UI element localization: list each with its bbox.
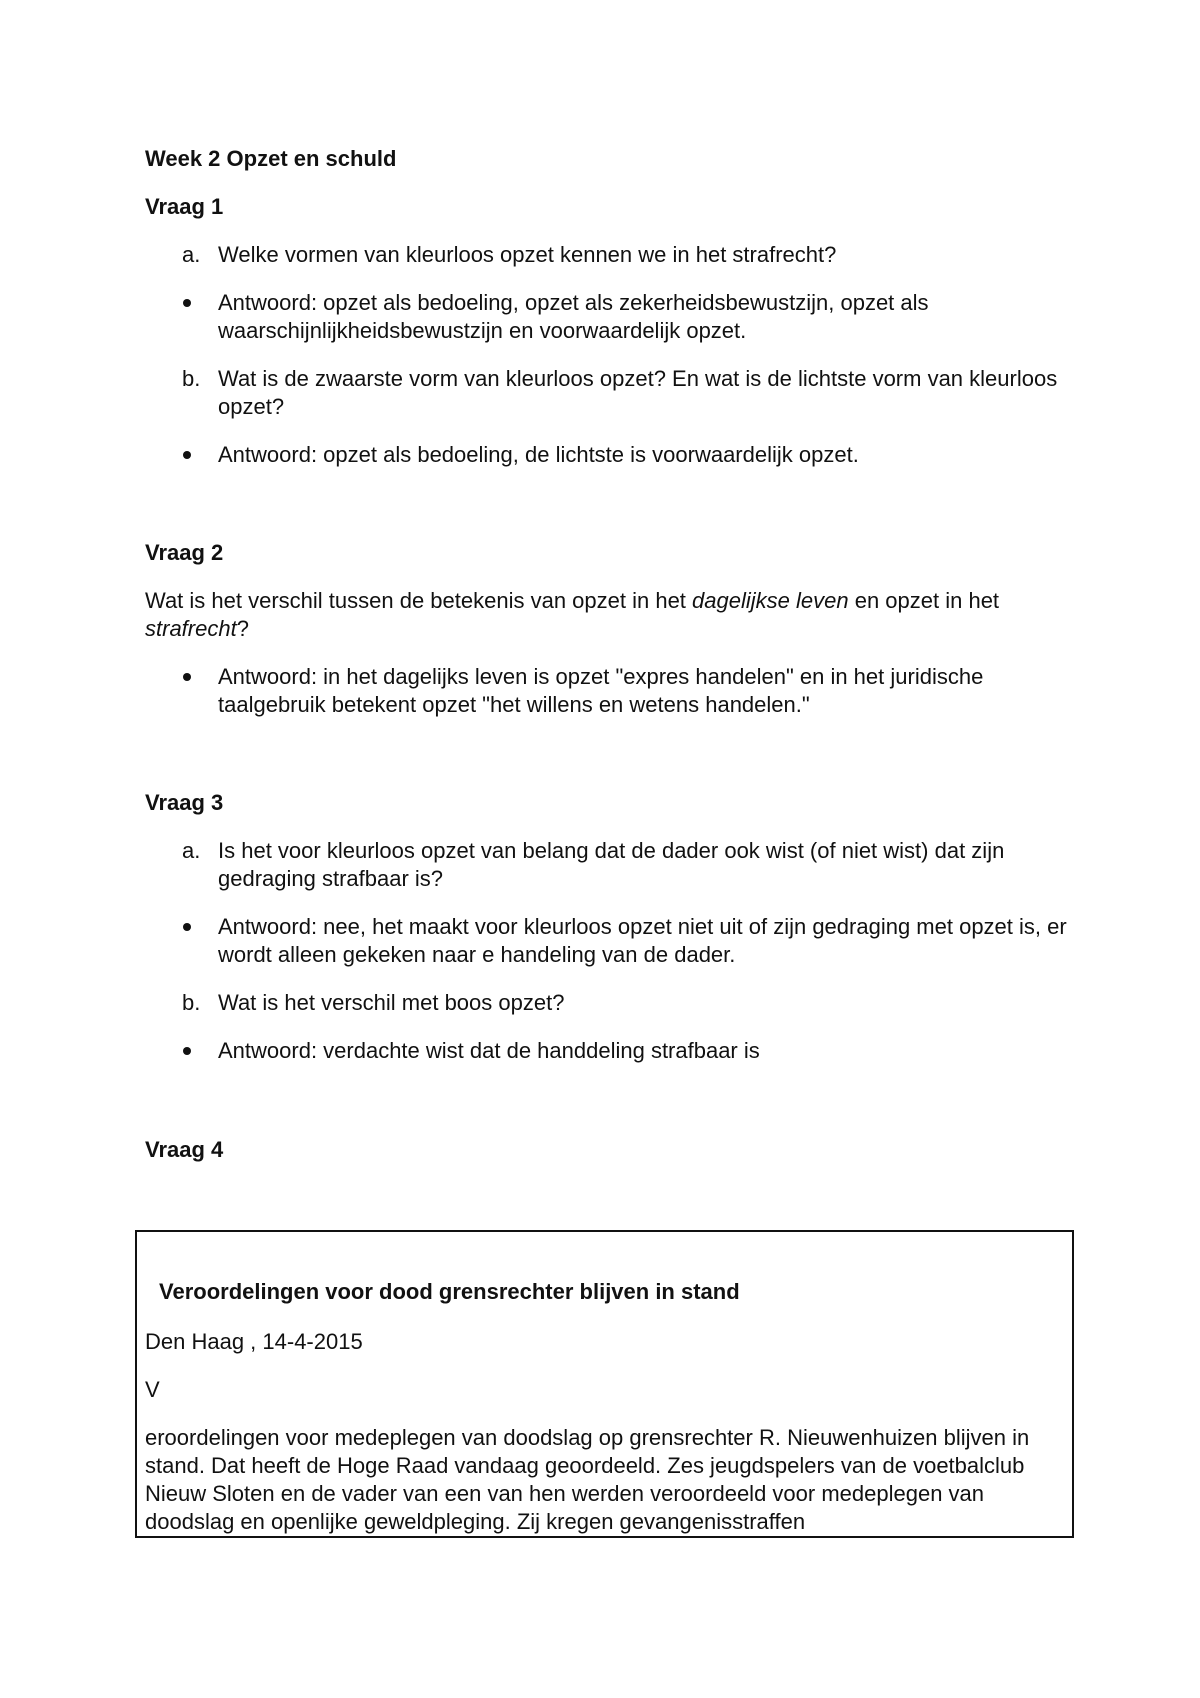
question-2-emphasis: dagelijkse leven [692, 588, 849, 613]
question-1a-text: Welke vormen van kleurloos opzet kennen we in het strafrecht? [218, 242, 837, 267]
question-1b-marker: b. [182, 366, 201, 391]
question-1b-answer: Antwoord: opzet als bedoeling, de lichtste is voorwaardelijk opzet. [218, 442, 859, 467]
question-1a-marker: a. [182, 242, 201, 267]
question-2-text-part: ? [236, 616, 249, 641]
question-3a-marker: a. [182, 838, 201, 863]
bullet-icon [183, 299, 191, 307]
question-2-answer: Antwoord: in het dagelijks leven is opzet "expres handelen" en in het juridische taalgebruik betekent opzet "het willens en wetens handelen." [218, 664, 984, 717]
question-2-text [145, 587, 1085, 643]
document-title: Week 2 Opzet en schuld [145, 146, 397, 171]
question-2-heading: Vraag 2 [145, 540, 224, 565]
article-title: Veroordelingen voor dood grensrechter blijven in stand [159, 1279, 740, 1304]
question-3b-marker: b. [182, 990, 201, 1015]
bullet-icon [183, 1047, 191, 1055]
bullet-icon [183, 451, 191, 459]
question-2-text-part: Wat is het verschil tussen de betekenis van opzet in het [145, 588, 693, 613]
question-3b-text: Wat is het verschil met boos opzet? [218, 990, 565, 1015]
question-3b-answer: Antwoord: verdachte wist dat de handdeling strafbaar is [218, 1038, 760, 1063]
question-1a-answer: Antwoord: opzet als bedoeling, opzet als zekerheidsbewustzijn, opzet als waarschijnlijkheidsbewustzijn en voorwaardelijk opzet. [218, 290, 929, 343]
question-2-text-part: en opzet in het [848, 588, 1000, 613]
question-3a-text: Is het voor kleurloos opzet van belang dat de dader ook wist (of niet wist) dat zijn gedraging strafbaar is? [218, 838, 1005, 891]
article-body: eroordelingen voor medeplegen van doodslag op grensrechter R. Nieuwenhuizen blijven in stand. Dat heeft de Hoge Raad vandaag geoordeeld. Zes jeugdspelers van de voetbalclub Nieuw Sloten en de vader van een van hen werden veroordeeld voor medeplegen van doodslag en openlijke geweldpleging. Zij kregen gevangenisstraffen [145, 1425, 1030, 1534]
article-dateline: Den Haag , 14-4-2015 [145, 1329, 363, 1354]
article-dropcap: V [145, 1377, 160, 1402]
question-2-emphasis: strafrecht [145, 616, 237, 641]
question-1-heading: Vraag 1 [145, 194, 224, 219]
question-4-heading: Vraag 4 [145, 1137, 224, 1162]
bullet-icon [183, 923, 191, 931]
bullet-icon [183, 673, 191, 681]
question-3-heading: Vraag 3 [145, 790, 224, 815]
question-3a-answer: Antwoord: nee, het maakt voor kleurloos opzet niet uit of zijn gedraging met opzet is, er wordt alleen gekeken naar e handeling van de dader. [218, 914, 1067, 967]
article-box [135, 1230, 1074, 1538]
question-1b-text: Wat is de zwaarste vorm van kleurloos opzet? En wat is de lichtste vorm van kleurloos opzet? [218, 366, 1058, 419]
